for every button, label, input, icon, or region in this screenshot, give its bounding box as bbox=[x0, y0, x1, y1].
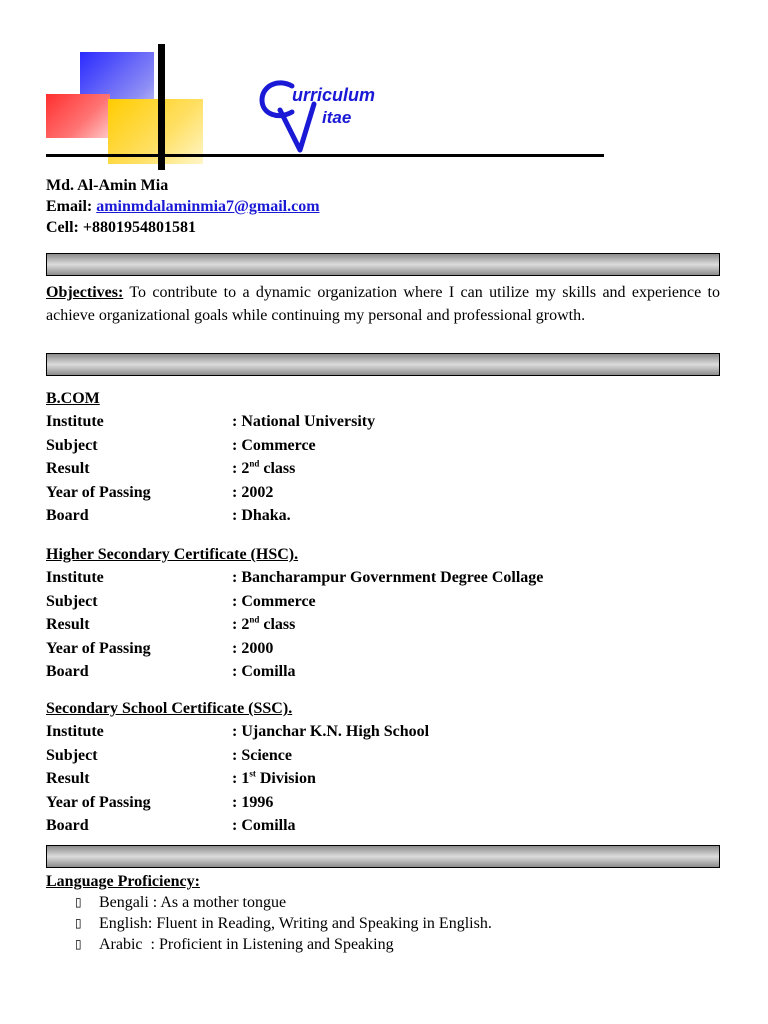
objectives-paragraph bbox=[46, 282, 720, 327]
email-link[interactable]: aminmdalaminmia7@gmail.com bbox=[96, 198, 320, 215]
ssc-section bbox=[46, 698, 726, 838]
result-label: Result bbox=[46, 460, 90, 477]
red-square-decoration bbox=[46, 94, 110, 138]
result-label: Result bbox=[46, 770, 90, 787]
year-label: Year of Passing bbox=[46, 483, 151, 501]
subject-label: Subject bbox=[46, 746, 98, 764]
subject-value: : Commerce bbox=[232, 436, 316, 454]
result-value: : 2nd class bbox=[232, 614, 296, 633]
language-item-text: Arabic : Proficient in Listening and Speaking bbox=[99, 936, 394, 953]
year-row bbox=[46, 481, 726, 505]
year-row bbox=[46, 637, 726, 661]
result-row bbox=[46, 457, 726, 481]
institute-label: Institute bbox=[46, 569, 104, 586]
institute-row bbox=[46, 720, 726, 744]
board-value: : Comilla bbox=[232, 817, 296, 834]
email-label: Email: bbox=[46, 198, 93, 215]
subject-label: Subject bbox=[46, 436, 98, 454]
institute-value: : Ujanchar K.N. High School bbox=[232, 723, 430, 740]
cv-logo bbox=[0, 0, 620, 175]
bullet-icon: ▯ bbox=[75, 937, 82, 951]
board-label: Board bbox=[46, 663, 89, 680]
list-item bbox=[46, 892, 726, 913]
institute-value: : National University bbox=[232, 413, 376, 430]
institute-label: Institute bbox=[46, 413, 104, 430]
result-value: : 2nd class bbox=[232, 458, 296, 477]
vertical-rule bbox=[158, 44, 165, 170]
board-label: Board bbox=[46, 507, 89, 524]
section-divider bbox=[46, 253, 720, 276]
subject-row bbox=[46, 590, 726, 614]
ssc-title: Secondary School Certificate (SSC). bbox=[46, 700, 293, 717]
board-row bbox=[46, 504, 726, 528]
bullet-icon: ▯ bbox=[75, 895, 82, 909]
subject-label: Subject bbox=[46, 592, 98, 610]
board-value: : Dhaka. bbox=[232, 507, 291, 524]
email-line bbox=[46, 196, 320, 217]
subject-value: : Science bbox=[232, 746, 292, 764]
result-value: : 1st Division bbox=[232, 768, 316, 787]
hsc-section bbox=[46, 544, 726, 684]
language-section bbox=[46, 872, 726, 955]
result-label: Result bbox=[46, 616, 90, 633]
language-title: Language Proficiency: bbox=[46, 873, 200, 890]
board-row bbox=[46, 660, 726, 684]
year-label: Year of Passing bbox=[46, 793, 151, 811]
cell-line: Cell: +8801954801581 bbox=[46, 219, 196, 236]
bcom-section bbox=[46, 388, 726, 528]
institute-row bbox=[46, 410, 726, 434]
list-item bbox=[46, 934, 726, 955]
list-item bbox=[46, 913, 726, 934]
bullet-icon: ▯ bbox=[75, 916, 82, 930]
hsc-title: Higher Secondary Certificate (HSC). bbox=[46, 546, 299, 563]
bcom-title: B.COM bbox=[46, 390, 100, 407]
language-item-text: English: Fluent in Reading, Writing and Speaking in English. bbox=[99, 915, 492, 932]
header-rule bbox=[46, 154, 604, 157]
result-row bbox=[46, 767, 726, 791]
subject-row bbox=[46, 434, 726, 458]
board-value: : Comilla bbox=[232, 663, 296, 680]
candidate-name: Md. Al-Amin Mia bbox=[46, 177, 169, 194]
objectives-label: Objectives: bbox=[46, 284, 124, 301]
year-value: : 2002 bbox=[232, 483, 274, 501]
section-divider bbox=[46, 845, 720, 868]
objectives-text: To contribute to a dynamic organization where I can utilize my skills and experience to achieve organizational goals while continuing my personal and professional growth. bbox=[46, 284, 720, 324]
language-item-text: Bengali : As a mother tongue bbox=[99, 894, 287, 911]
subject-value: : Commerce bbox=[232, 592, 316, 610]
board-label: Board bbox=[46, 817, 89, 834]
section-divider bbox=[46, 353, 720, 376]
institute-value: : Bancharampur Government Degree Collage bbox=[232, 569, 544, 586]
year-label: Year of Passing bbox=[46, 639, 151, 657]
year-value: : 2000 bbox=[232, 639, 274, 657]
result-row bbox=[46, 613, 726, 637]
institute-label: Institute bbox=[46, 723, 104, 740]
contact-block bbox=[46, 175, 320, 238]
logo-word-curriculum: urriculum bbox=[292, 85, 376, 105]
institute-row bbox=[46, 566, 726, 590]
year-value: : 1996 bbox=[232, 793, 274, 811]
board-row bbox=[46, 814, 726, 838]
subject-row bbox=[46, 744, 726, 768]
logo-word-vitae: itae bbox=[322, 108, 352, 127]
year-row bbox=[46, 791, 726, 815]
